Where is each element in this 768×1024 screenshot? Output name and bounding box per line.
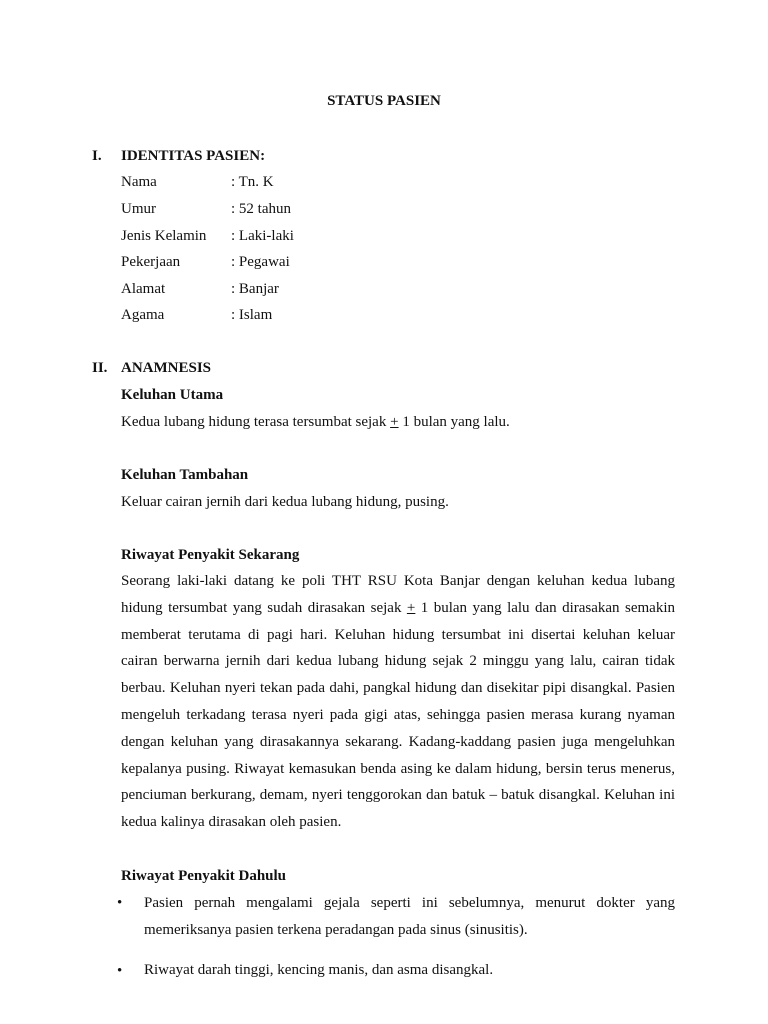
section-number-identitas: I. — [92, 148, 102, 164]
identity-row-pekerjaan — [121, 254, 290, 271]
identity-value: : Islam — [231, 307, 273, 323]
bullet-icon: • — [117, 895, 123, 911]
text-segment: Kedua lubang hidung terasa tersumbat sejak — [121, 414, 391, 430]
keluhan-tambahan-text: Keluar cairan jernih dari kedua lubang hidung, pusing. — [121, 494, 449, 510]
identity-value: : Laki-laki — [231, 228, 294, 244]
identity-label: Agama — [121, 307, 165, 323]
identity-value: : Pegawai — [231, 254, 290, 270]
riwayat-penyakit-sekarang-text — [121, 568, 675, 836]
subheading-riwayat-penyakit-dahulu: Riwayat Penyakit Dahulu — [121, 868, 287, 884]
subheading-riwayat-penyakit-sekarang: Riwayat Penyakit Sekarang — [121, 547, 300, 563]
list-item: Riwayat darah tinggi, kencing manis, dan asma disangkal. — [144, 962, 494, 978]
subheading-keluhan-utama: Keluhan Utama — [121, 387, 224, 403]
identity-row-alamat — [121, 281, 279, 298]
section-heading-identitas: IDENTITAS PASIEN: — [121, 148, 266, 164]
text-segment: 1 bulan yang lalu dan dirasakan semakin memberat terutama di pagi hari. Keluhan hidung tersumbat ini disertai keluhan keluar cairan berwarna jernih dari kedua lubang hidung sejak 2 minggu yang lalu, cairan tidak berbau. Keluhan nyeri tekan pada dahi, pangkal hidung dan disekitar pipi disangkal. Pasien mengeluh terkadang terasa nyeri pada gigi atas, sehingga pasien merasa kurang nyaman dengan keluhan yang dirasakannya sekarang. Kadang-kaddang pasien juga mengeluhkan kepalanya pusing. Riwayat kemasukan benda asing ke dalam hidung, bersin terus menerus, penciuman berkurang, demam, nyeri tenggorokan dan batuk – batuk disangkal. Keluhan ini kedua kalinya dirasakan oleh pasien. — [121, 599, 675, 831]
identity-value: : Tn. K — [231, 174, 274, 190]
identity-value: : 52 tahun — [231, 201, 291, 217]
identity-row-nama — [121, 174, 274, 191]
identity-label: Nama — [121, 174, 157, 190]
bullet-icon: • — [117, 963, 123, 979]
text-segment: 1 bulan yang lalu. — [398, 414, 510, 430]
identity-label: Jenis Kelamin — [121, 228, 207, 244]
section-number-anamnesis: II. — [92, 360, 108, 376]
identity-row-jenis-kelamin — [121, 228, 294, 245]
list-item: Pasien pernah mengalami gejala seperti ini sebelumnya, menurut dokter yang memeriksanya pasien terkena peradangan pada sinus (sinusitis). — [144, 895, 675, 938]
section-heading-anamnesis: ANAMNESIS — [121, 360, 212, 376]
identity-label: Pekerjaan — [121, 254, 181, 270]
page-title: STATUS PASIEN — [327, 93, 441, 109]
identity-row-agama — [121, 307, 272, 324]
identity-label: Umur — [121, 201, 156, 217]
plus-minus-symbol: + — [406, 599, 416, 616]
identity-label: Alamat — [121, 281, 166, 297]
subheading-keluhan-tambahan: Keluhan Tambahan — [121, 467, 249, 483]
identity-value: : Banjar — [231, 281, 279, 297]
identity-row-umur — [121, 201, 291, 218]
plus-minus-symbol: + — [390, 414, 399, 430]
keluhan-utama-text — [121, 414, 510, 431]
text-segment: Seorang laki-laki datang ke poli THT RSU Kota Banjar dengan keluhan kedua lubang hidung tersumbat yang sudah dirasakan sejak — [121, 573, 675, 616]
